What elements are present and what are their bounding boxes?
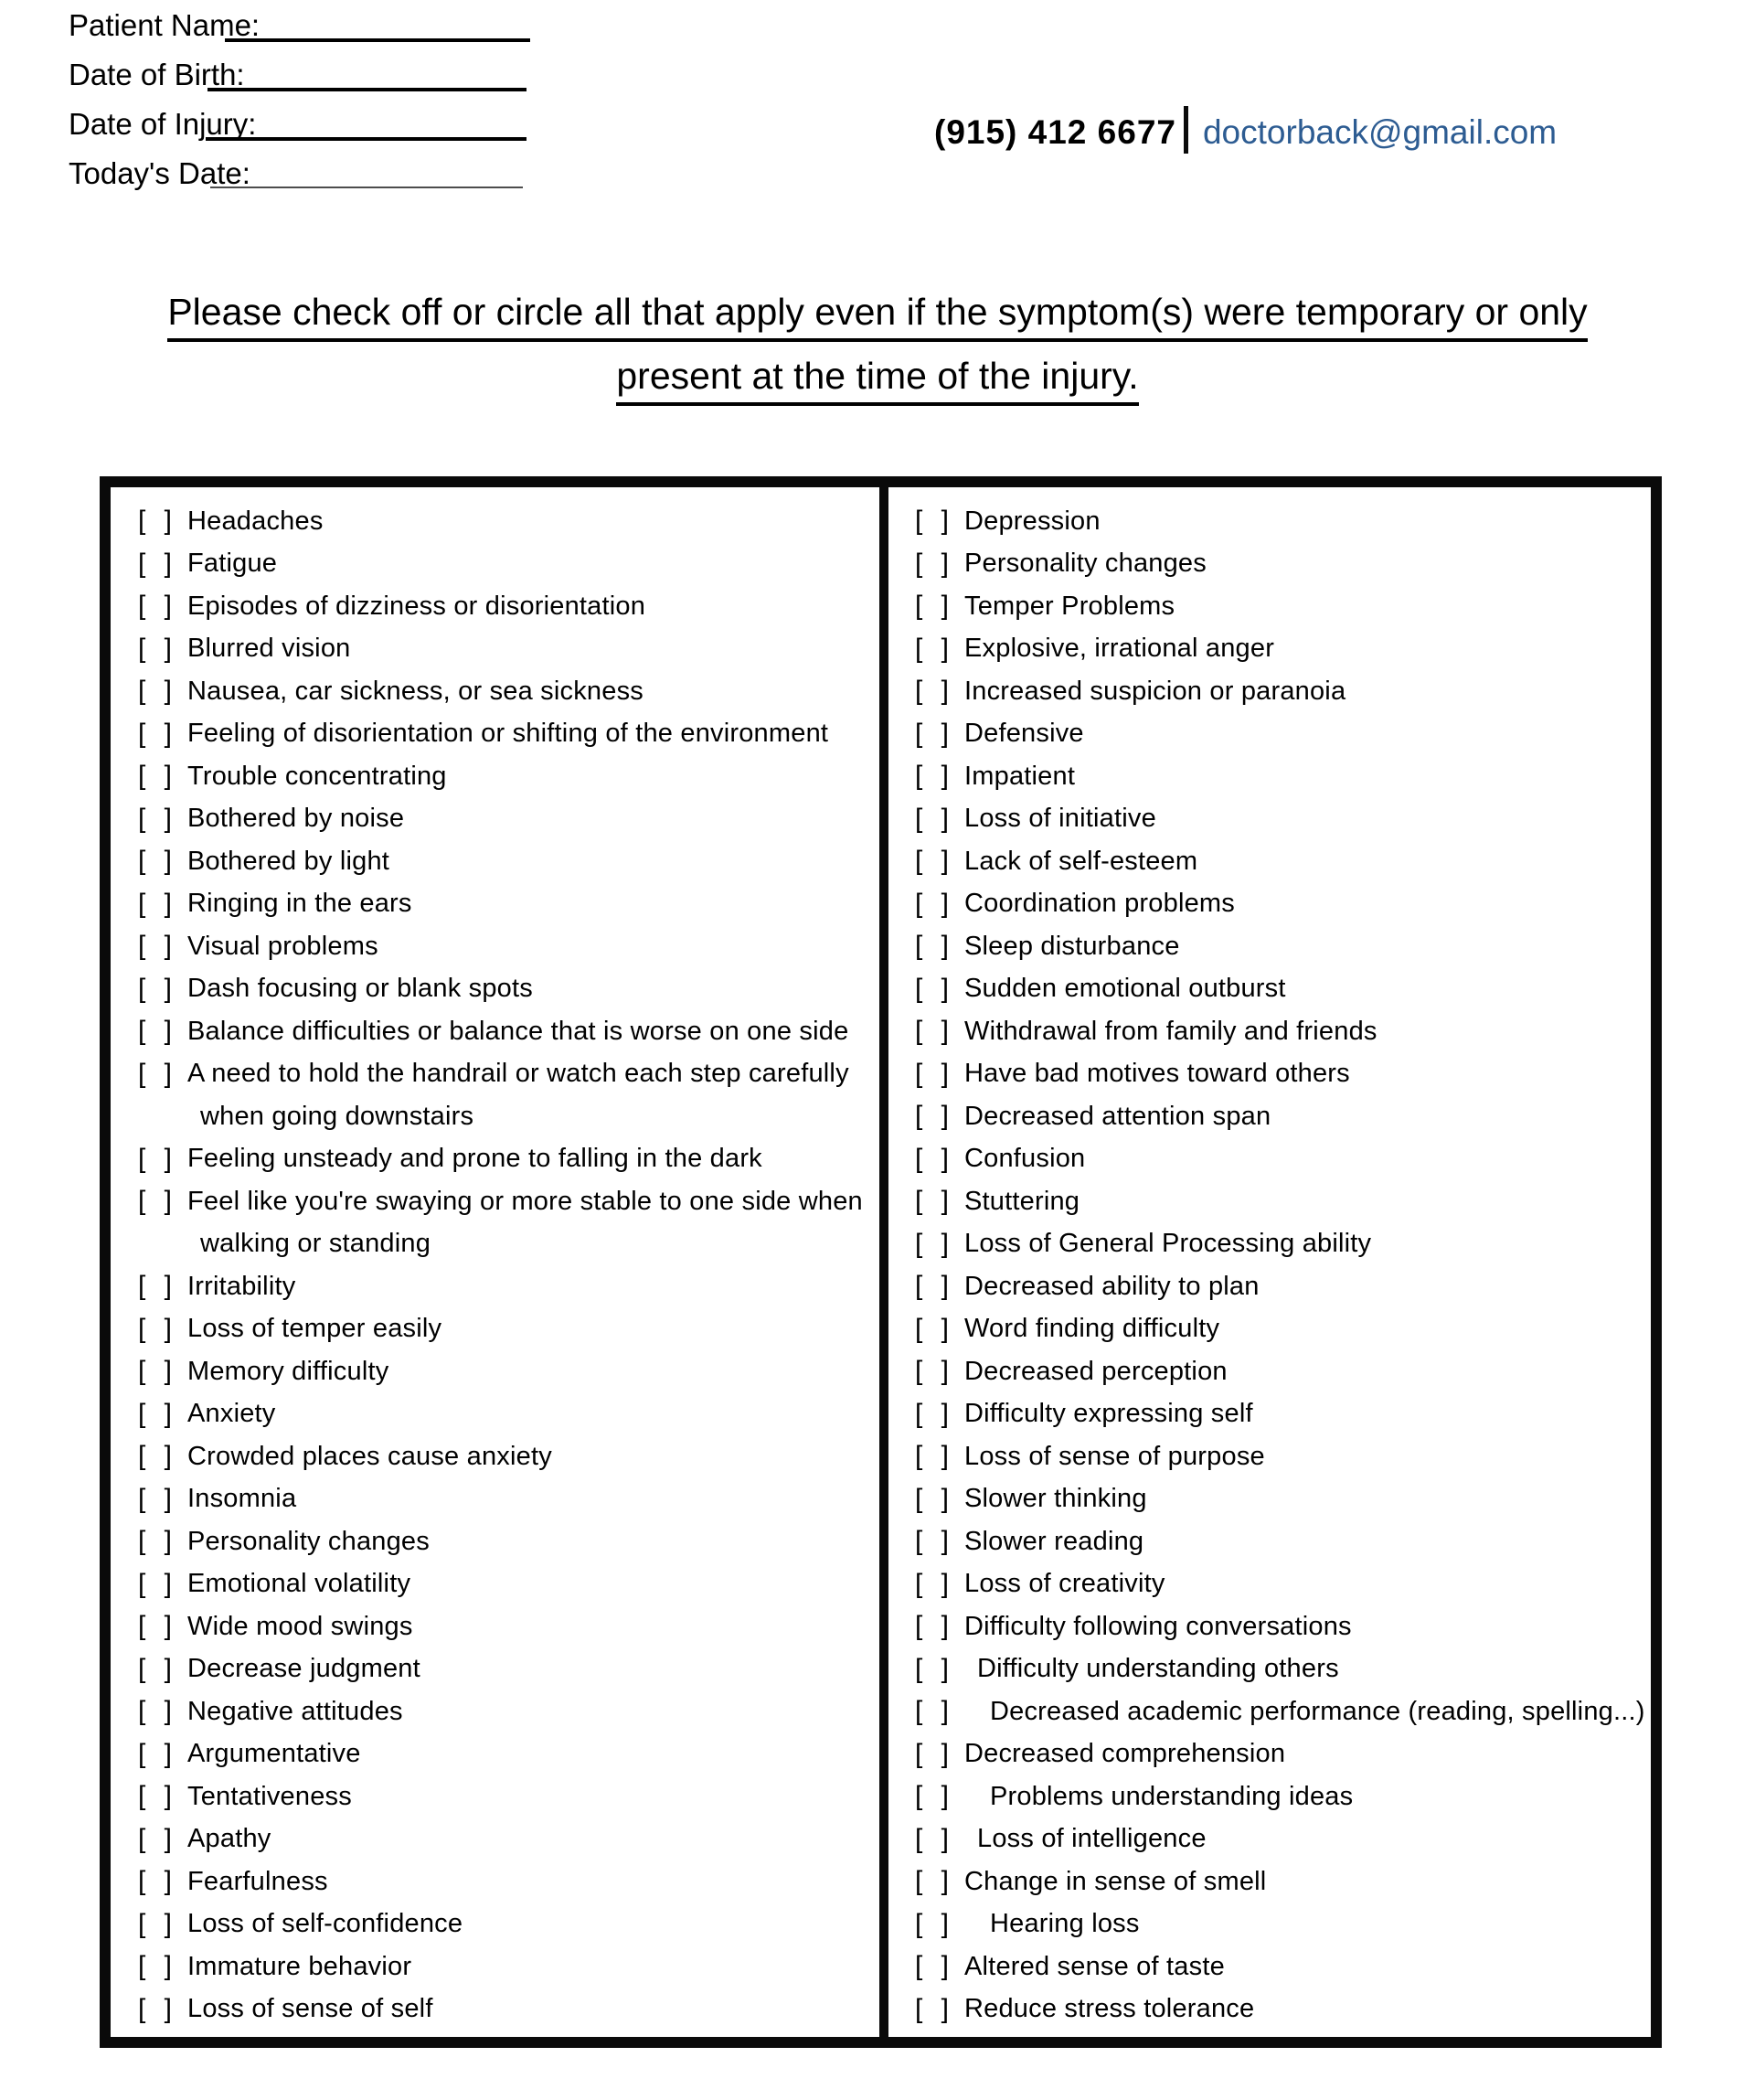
checklist-item bbox=[915, 1860, 1642, 1903]
checkbox-icon[interactable]: [ ] bbox=[138, 1143, 178, 1174]
checklist-item-label: Problems understanding ideas bbox=[990, 1781, 1354, 1811]
checkbox-icon[interactable]: [ ] bbox=[915, 1313, 955, 1344]
checklist-item-label: Bothered by light bbox=[187, 846, 390, 876]
checkbox-icon[interactable]: [ ] bbox=[915, 718, 955, 749]
checklist-item bbox=[138, 1945, 874, 1988]
checklist-item-label: Hearing loss bbox=[990, 1909, 1140, 1939]
checkbox-icon[interactable]: [ ] bbox=[138, 591, 178, 622]
checklist-item-label: Emotional volatility bbox=[187, 1569, 411, 1599]
date-of-birth-label: Date of Birth: bbox=[69, 58, 245, 91]
checkbox-icon[interactable]: [ ] bbox=[915, 888, 955, 919]
checklist-item-label: when going downstairs bbox=[200, 1101, 474, 1131]
checklist-item-label: Loss of sense of purpose bbox=[964, 1441, 1265, 1471]
checklist-item-label: Impatient bbox=[964, 761, 1076, 791]
checklist-item bbox=[915, 1690, 1645, 1733]
checkbox-icon[interactable]: [ ] bbox=[915, 1228, 955, 1259]
checklist-item bbox=[138, 883, 874, 926]
checklist-item-label: Tentativeness bbox=[187, 1781, 352, 1811]
date-of-injury-field-line[interactable] bbox=[206, 137, 526, 141]
checkbox-icon[interactable]: [ ] bbox=[138, 1611, 178, 1642]
checklist-item-label: Nausea, car sickness, or sea sickness bbox=[187, 676, 644, 706]
checklist-item bbox=[915, 798, 1642, 841]
todays-date-field-line[interactable] bbox=[210, 187, 523, 188]
checklist-item-label: Sleep disturbance bbox=[964, 931, 1180, 961]
checklist-item-continuation bbox=[138, 1095, 874, 1138]
checklist-item bbox=[138, 1563, 874, 1606]
checklist-item-label: Explosive, irrational anger bbox=[964, 634, 1275, 664]
checklist-item bbox=[138, 1733, 874, 1776]
checklist-item-label: Blurred vision bbox=[187, 634, 351, 664]
checklist-item-label: Have bad motives toward others bbox=[964, 1059, 1350, 1089]
checkbox-icon[interactable]: [ ] bbox=[915, 591, 955, 622]
checklist-item bbox=[915, 925, 1642, 968]
checklist-item bbox=[915, 1563, 1642, 1606]
checklist-item-label: Altered sense of taste bbox=[964, 1951, 1225, 1981]
checklist-item bbox=[138, 1308, 874, 1351]
checklist-item-label: Crowded places cause anxiety bbox=[187, 1441, 552, 1471]
checklist-item bbox=[138, 840, 874, 883]
checklist-item bbox=[138, 1053, 874, 1096]
checklist-item-label: Increased suspicion or paranoia bbox=[964, 676, 1346, 706]
checkbox-icon[interactable]: [ ] bbox=[138, 1993, 178, 2024]
checklist-item-label: Depression bbox=[964, 506, 1101, 536]
checklist-item bbox=[138, 713, 874, 756]
instruction-line-1-text: Please check off or circle all that apply even if the symptom(s) were temporary or only bbox=[167, 291, 1587, 342]
checkbox-icon[interactable]: [ ] bbox=[915, 761, 955, 792]
checkbox-icon[interactable]: [ ] bbox=[138, 1398, 178, 1429]
checkbox-icon[interactable]: [ ] bbox=[138, 1526, 178, 1557]
instruction-line-2 bbox=[0, 355, 1755, 406]
checkbox-icon[interactable]: [ ] bbox=[138, 846, 178, 877]
checkbox-icon[interactable]: [ ] bbox=[915, 973, 955, 1004]
checkbox-icon[interactable]: [ ] bbox=[915, 1526, 955, 1557]
checklist-item-label: Ringing in the ears bbox=[187, 889, 412, 919]
checklist-item-label: Coordination problems bbox=[964, 889, 1235, 919]
checkbox-icon[interactable]: [ ] bbox=[915, 1271, 955, 1302]
checkbox-icon[interactable]: [ ] bbox=[138, 1186, 178, 1217]
checklist-item bbox=[915, 1733, 1642, 1776]
checklist-item-label: Loss of initiative bbox=[964, 804, 1156, 834]
checklist-item-label: Decreased attention span bbox=[964, 1101, 1271, 1131]
checklist-item bbox=[915, 1265, 1642, 1308]
symptom-checklist-box bbox=[100, 476, 1662, 2048]
instruction-line-2-text: present at the time of the injury. bbox=[616, 355, 1138, 406]
checklist-item-label: Decreased comprehension bbox=[964, 1739, 1286, 1769]
checklist-item bbox=[138, 1265, 874, 1308]
separator-bar-icon bbox=[1184, 106, 1188, 154]
checklist-item bbox=[138, 1818, 874, 1861]
contact-info bbox=[934, 106, 1557, 154]
checklist-item bbox=[915, 1945, 1642, 1988]
checkbox-icon[interactable]: [ ] bbox=[915, 1186, 955, 1217]
checkbox-icon[interactable]: [ ] bbox=[915, 1016, 955, 1047]
checklist-item bbox=[915, 1095, 1642, 1138]
checkbox-icon[interactable]: [ ] bbox=[138, 1271, 178, 1302]
checklist-item-label: Trouble concentrating bbox=[187, 761, 447, 791]
checkbox-icon[interactable]: [ ] bbox=[915, 676, 955, 707]
checkbox-icon[interactable]: [ ] bbox=[915, 803, 955, 834]
checklist-item bbox=[138, 925, 874, 968]
checklist-item bbox=[138, 1520, 874, 1563]
checkbox-icon[interactable]: [ ] bbox=[138, 1908, 178, 1939]
checklist-item-label: Slower thinking bbox=[964, 1484, 1147, 1514]
checkbox-icon[interactable]: [ ] bbox=[915, 506, 955, 537]
checkbox-icon[interactable]: [ ] bbox=[138, 633, 178, 664]
checkbox-icon[interactable]: [ ] bbox=[915, 548, 955, 579]
checklist-item-label: Personality changes bbox=[964, 549, 1207, 579]
checklist-item bbox=[915, 1435, 1642, 1478]
checkbox-icon[interactable]: [ ] bbox=[138, 1653, 178, 1684]
checklist-item-label: Loss of self-confidence bbox=[187, 1909, 463, 1939]
checkbox-icon[interactable]: [ ] bbox=[138, 888, 178, 919]
checklist-item-label: Balance difficulties or balance that is worse on one side bbox=[187, 1016, 849, 1046]
checklist-item bbox=[915, 1393, 1642, 1436]
date-of-birth-field-line[interactable] bbox=[207, 88, 526, 91]
checklist-item-label: Visual problems bbox=[187, 931, 378, 961]
checklist-item bbox=[138, 628, 874, 671]
checklist-item-label: Negative attitudes bbox=[187, 1696, 403, 1726]
checklist-item bbox=[138, 1988, 874, 2031]
checklist-item-label: Decreased perception bbox=[964, 1356, 1228, 1386]
checklist-item bbox=[138, 543, 874, 586]
checklist-item bbox=[138, 1180, 874, 1223]
checklist-item bbox=[915, 1478, 1642, 1521]
checklist-item-label: Loss of sense of self bbox=[187, 1994, 433, 2024]
checkbox-icon[interactable]: [ ] bbox=[138, 1441, 178, 1472]
checkbox-icon[interactable]: [ ] bbox=[138, 761, 178, 792]
checkbox-icon[interactable]: [ ] bbox=[915, 931, 955, 962]
checkbox-icon[interactable]: [ ] bbox=[915, 1101, 955, 1132]
checklist-item bbox=[138, 1478, 874, 1521]
checklist-item-label: Loss of General Processing ability bbox=[964, 1229, 1372, 1259]
checklist-item bbox=[138, 1903, 874, 1946]
checklist-item-label: A need to hold the handrail or watch each step carefully bbox=[187, 1059, 849, 1089]
checklist-item bbox=[138, 755, 874, 798]
checklist-item-label: Difficulty understanding others bbox=[977, 1654, 1339, 1684]
checkbox-icon[interactable]: [ ] bbox=[915, 846, 955, 877]
checklist-item bbox=[138, 1435, 874, 1478]
checkbox-icon[interactable]: [ ] bbox=[915, 1823, 955, 1854]
checklist-item-continuation bbox=[138, 1223, 874, 1266]
checklist-item-label: Anxiety bbox=[187, 1399, 276, 1429]
checkbox-icon[interactable]: [ ] bbox=[915, 1866, 955, 1897]
checkbox-icon[interactable]: [ ] bbox=[138, 1951, 178, 1982]
checkbox-icon[interactable]: [ ] bbox=[138, 973, 178, 1004]
checklist-item-label: Fearfulness bbox=[187, 1866, 328, 1896]
checklist-item bbox=[915, 500, 1642, 543]
checklist-item bbox=[138, 1648, 874, 1691]
checklist-item-label: Bothered by noise bbox=[187, 804, 405, 834]
checkbox-icon[interactable]: [ ] bbox=[915, 1696, 955, 1727]
checklist-item bbox=[915, 713, 1642, 756]
checklist-item-label: Episodes of dizziness or disorientation bbox=[187, 591, 646, 621]
checkbox-icon[interactable]: [ ] bbox=[138, 1568, 178, 1599]
checkbox-icon[interactable]: [ ] bbox=[138, 1781, 178, 1812]
checkbox-icon[interactable]: [ ] bbox=[915, 1058, 955, 1089]
checklist-item-label: Withdrawal from family and friends bbox=[964, 1016, 1377, 1046]
checklist-item-label: Feel like you're swaying or more stable to one side when bbox=[187, 1186, 863, 1216]
checklist-item bbox=[138, 1860, 874, 1903]
checklist-item bbox=[138, 500, 874, 543]
checklist-item-label: Immature behavior bbox=[187, 1951, 412, 1981]
checklist-item-label: Irritability bbox=[187, 1271, 296, 1301]
checkbox-icon[interactable]: [ ] bbox=[915, 1356, 955, 1387]
checklist-item-label: Sudden emotional outburst bbox=[964, 974, 1286, 1004]
checkbox-icon[interactable]: [ ] bbox=[138, 718, 178, 749]
checkbox-icon[interactable]: [ ] bbox=[915, 1441, 955, 1472]
checklist-item bbox=[915, 1988, 1642, 2031]
todays-date-label: Today's Date: bbox=[69, 156, 250, 190]
checkbox-icon[interactable]: [ ] bbox=[915, 1993, 955, 2024]
checklist-item bbox=[138, 1138, 874, 1181]
checkbox-icon[interactable]: [ ] bbox=[138, 1483, 178, 1514]
date-of-injury-label: Date of Injury: bbox=[69, 107, 257, 141]
checklist-item-label: Difficulty following conversations bbox=[964, 1611, 1352, 1641]
checkbox-icon[interactable]: [ ] bbox=[915, 1908, 955, 1939]
checkbox-icon[interactable]: [ ] bbox=[138, 1058, 178, 1089]
checklist-item-label: Difficulty expressing self bbox=[964, 1399, 1253, 1429]
patient-name-label: Patient Name: bbox=[69, 8, 261, 42]
checklist-item bbox=[138, 1350, 874, 1393]
checklist-item bbox=[915, 670, 1642, 713]
checkbox-icon[interactable]: [ ] bbox=[138, 1016, 178, 1047]
instruction-line-1 bbox=[0, 291, 1755, 342]
checklist-item-label: Feeling unsteady and prone to falling in the dark bbox=[187, 1144, 762, 1174]
checkbox-icon[interactable]: [ ] bbox=[138, 1313, 178, 1344]
checklist-item bbox=[915, 1010, 1642, 1053]
checklist-item-label: Fatigue bbox=[187, 549, 278, 579]
checklist-item-label: Change in sense of smell bbox=[964, 1866, 1267, 1896]
checklist-item-label: Memory difficulty bbox=[187, 1356, 389, 1386]
checklist-item bbox=[138, 585, 874, 628]
checkbox-icon[interactable]: [ ] bbox=[915, 1483, 955, 1514]
checkbox-icon[interactable]: [ ] bbox=[915, 1738, 955, 1769]
checklist-item bbox=[915, 1053, 1642, 1096]
checklist-item bbox=[915, 585, 1642, 628]
checklist-item-label: Defensive bbox=[964, 719, 1084, 749]
checklist-item bbox=[915, 543, 1642, 586]
checklist-left-column bbox=[138, 500, 874, 2031]
checklist-item-label: Temper Problems bbox=[964, 591, 1175, 621]
checklist-item-label: Argumentative bbox=[187, 1739, 361, 1769]
checklist-item bbox=[915, 1775, 1642, 1818]
checkbox-icon[interactable]: [ ] bbox=[915, 1611, 955, 1642]
checklist-item-label: Loss of creativity bbox=[964, 1569, 1165, 1599]
checklist-item-label: Decrease judgment bbox=[187, 1654, 420, 1684]
checkbox-icon[interactable]: [ ] bbox=[915, 1653, 955, 1684]
checklist-item bbox=[138, 1605, 874, 1648]
checkbox-icon[interactable]: [ ] bbox=[915, 1568, 955, 1599]
patient-name-field-line[interactable] bbox=[225, 38, 530, 42]
checklist-right-column bbox=[915, 500, 1645, 2031]
checklist-item-label: Decreased ability to plan bbox=[964, 1271, 1260, 1301]
checklist-item-label: walking or standing bbox=[200, 1229, 431, 1259]
checklist-item bbox=[915, 1520, 1642, 1563]
checklist-item-label: Lack of self-esteem bbox=[964, 846, 1198, 876]
column-divider bbox=[879, 487, 888, 2037]
checklist-item bbox=[915, 755, 1642, 798]
checkbox-icon[interactable]: [ ] bbox=[138, 1866, 178, 1897]
checklist-item bbox=[915, 1818, 1642, 1861]
checklist-item-label: Dash focusing or blank spots bbox=[187, 974, 533, 1004]
checklist-item bbox=[915, 1223, 1642, 1266]
checkbox-icon[interactable]: [ ] bbox=[138, 1738, 178, 1769]
checklist-item bbox=[138, 798, 874, 841]
checkbox-icon[interactable]: [ ] bbox=[138, 803, 178, 834]
checklist-item-label: Personality changes bbox=[187, 1526, 430, 1556]
checklist-item bbox=[915, 840, 1642, 883]
checkbox-icon[interactable]: [ ] bbox=[138, 1356, 178, 1387]
checkbox-icon[interactable]: [ ] bbox=[138, 676, 178, 707]
checklist-item-label: Insomnia bbox=[187, 1484, 297, 1514]
checklist-item-label: Reduce stress tolerance bbox=[964, 1994, 1255, 2024]
checkbox-icon[interactable]: [ ] bbox=[915, 633, 955, 664]
checklist-item bbox=[915, 883, 1642, 926]
checkbox-icon[interactable]: [ ] bbox=[138, 931, 178, 962]
checklist-item-label: Headaches bbox=[187, 506, 324, 536]
checklist-item bbox=[915, 1605, 1642, 1648]
checklist-item-label: Confusion bbox=[964, 1144, 1086, 1174]
checklist-item bbox=[915, 1648, 1642, 1691]
checklist-item-label: Slower reading bbox=[964, 1526, 1144, 1556]
checklist-item-label: Stuttering bbox=[964, 1186, 1080, 1216]
checklist-item bbox=[915, 968, 1642, 1011]
email-address: doctorback@gmail.com bbox=[1202, 113, 1558, 151]
checklist-item-label: Wide mood swings bbox=[187, 1611, 413, 1641]
checklist-item bbox=[915, 1180, 1642, 1223]
checklist-item bbox=[915, 1350, 1642, 1393]
checklist-item-label: Apathy bbox=[187, 1824, 271, 1854]
checklist-item-label: Loss of temper easily bbox=[187, 1314, 442, 1344]
checklist-item bbox=[138, 1393, 874, 1436]
checkbox-icon[interactable]: [ ] bbox=[138, 1823, 178, 1854]
checkbox-icon[interactable]: [ ] bbox=[915, 1951, 955, 1982]
checkbox-icon[interactable]: [ ] bbox=[915, 1781, 955, 1812]
phone-number: (915) 412 6677 bbox=[934, 113, 1176, 151]
checklist-item bbox=[138, 1690, 874, 1733]
checkbox-icon[interactable]: [ ] bbox=[138, 506, 178, 537]
checklist-item bbox=[138, 670, 874, 713]
checklist-item-label: Feeling of disorientation or shifting of the environment bbox=[187, 719, 829, 749]
checklist-item bbox=[915, 628, 1642, 671]
checklist-item bbox=[138, 1775, 874, 1818]
checklist-item-label: Decreased academic performance (reading, spelling...) bbox=[990, 1696, 1645, 1726]
checklist-item bbox=[915, 1308, 1642, 1351]
checkbox-icon[interactable]: [ ] bbox=[915, 1143, 955, 1174]
checklist-item bbox=[138, 1010, 874, 1053]
checkbox-icon[interactable]: [ ] bbox=[915, 1398, 955, 1429]
checklist-item-label: Word finding difficulty bbox=[964, 1314, 1220, 1344]
checklist-item-label: Loss of intelligence bbox=[977, 1824, 1207, 1854]
checkbox-icon[interactable]: [ ] bbox=[138, 1696, 178, 1727]
checklist-item bbox=[915, 1138, 1642, 1181]
checklist-item bbox=[915, 1903, 1642, 1946]
checklist-item bbox=[138, 968, 874, 1011]
checkbox-icon[interactable]: [ ] bbox=[138, 548, 178, 579]
